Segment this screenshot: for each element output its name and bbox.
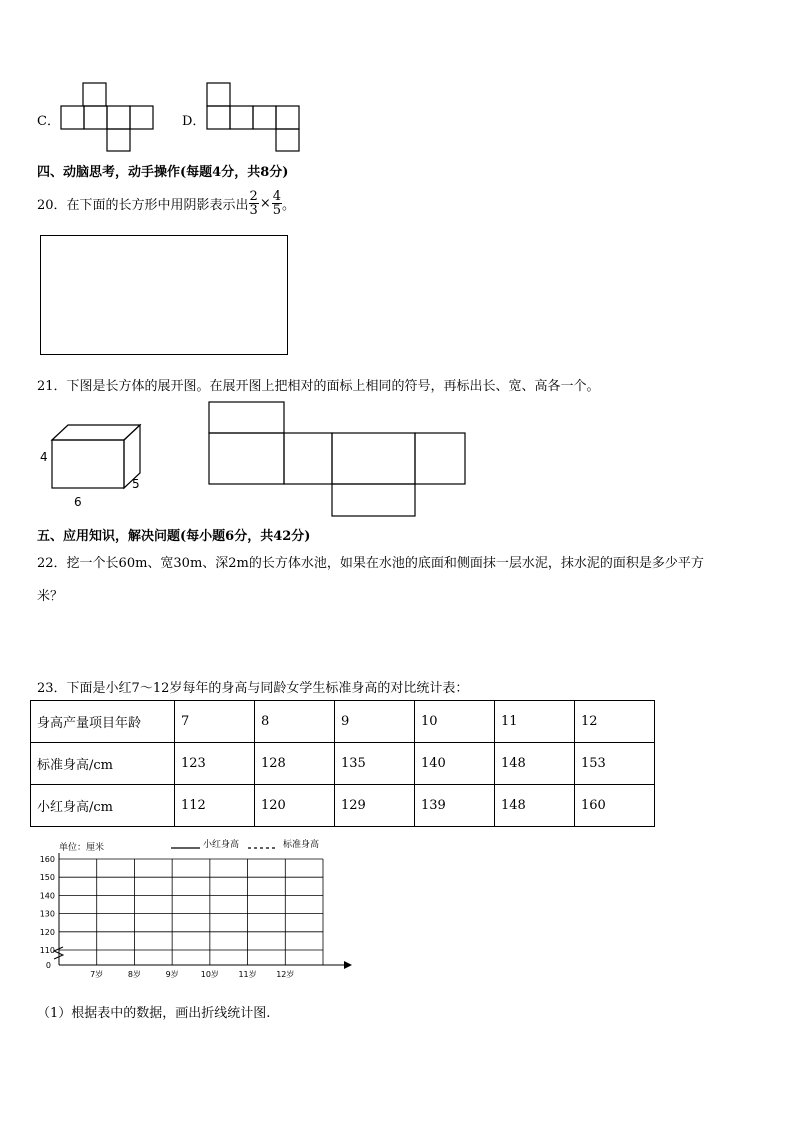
dim-width-label: 5	[132, 477, 140, 491]
blank-line-chart[interactable]	[30, 835, 360, 985]
dim-length-label: 6	[74, 495, 82, 509]
table-row: 小红身高/cm 112 120 129 139 148 160	[31, 785, 655, 827]
q22-line1: 22．挖一个长60m、宽30m、深2m的长方体水池，如果在水池的底面和侧面抹一层水泥，抹水泥的面积是多少平方	[37, 556, 704, 571]
q20-prefix: 20．在下面的长方形中用阴影表示出	[37, 197, 249, 213]
chart-y-axis-ticks	[40, 855, 55, 970]
q20-text: 20．在下面的长方形中用阴影表示出 $\frac{2}{3}$ × $\frac{4}{5}$ 。	[37, 188, 296, 218]
legend-solid-label: 小红身高	[203, 840, 240, 850]
section5-title: 五、应用知识，解决问题(每小题6分，共42分)	[37, 529, 311, 544]
option-d-net	[206, 82, 302, 152]
option-c-label: C．	[37, 114, 60, 129]
y-tick-label: 150	[39, 873, 55, 883]
q22-line2: 米？	[37, 589, 64, 604]
chart-grid	[59, 859, 323, 965]
chart-x-axis-ticks	[90, 969, 294, 979]
q20-rectangle[interactable]	[40, 235, 288, 355]
table-header-row: 身高产量项目年龄 7 8 9 10 11 12	[31, 701, 655, 743]
x-tick-label: 8岁	[127, 970, 141, 979]
y-tick-label: 120	[39, 927, 55, 937]
option-c-net	[60, 82, 156, 152]
y-tick-label: 140	[39, 891, 55, 901]
legend-dashed-label: 标准身高	[283, 840, 320, 850]
x-tick-label: 12岁	[276, 970, 295, 979]
y-tick-label: 110	[39, 946, 55, 955]
q23-sub1: （1）根据表中的数据，画出折线统计图.	[37, 1006, 271, 1021]
dim-height-label: 4	[40, 450, 48, 464]
table-row: 标准身高/cm 123 128 135 140 148 153	[31, 743, 655, 785]
y-tick-label: 0	[45, 961, 51, 970]
x-tick-label: 9岁	[165, 970, 179, 979]
cuboid-net[interactable]	[207, 400, 469, 520]
axis-break-mark	[54, 947, 63, 959]
height-table	[30, 700, 655, 827]
option-d-label: D．	[182, 114, 206, 129]
section4-title: 四、动脑思考，动手操作(每题4分，共8分)	[37, 165, 289, 180]
x-axis-arrow	[344, 961, 352, 969]
y-tick-label: 160	[39, 855, 55, 864]
fraction-4-5: $\frac{4}{5}$	[272, 188, 282, 218]
x-tick-label: 10岁	[200, 970, 219, 979]
y-tick-label: 130	[39, 909, 55, 919]
cuboid-figure	[36, 420, 154, 512]
fraction-2-3: $\frac{2}{3}$	[249, 188, 258, 218]
x-tick-label: 7岁	[90, 970, 104, 979]
q23-text: 23．下面是小红7～12岁每年的身高与同龄女学生标准身高的对比统计表：	[37, 681, 469, 696]
q21-text: 21．下图是长方体的展开图。在展开图上把相对的面标上相同的符号，再标出长、宽、高各一个。	[37, 379, 600, 394]
chart-unit-label: 单位：厘米	[59, 843, 105, 853]
x-tick-label: 11岁	[238, 970, 257, 979]
